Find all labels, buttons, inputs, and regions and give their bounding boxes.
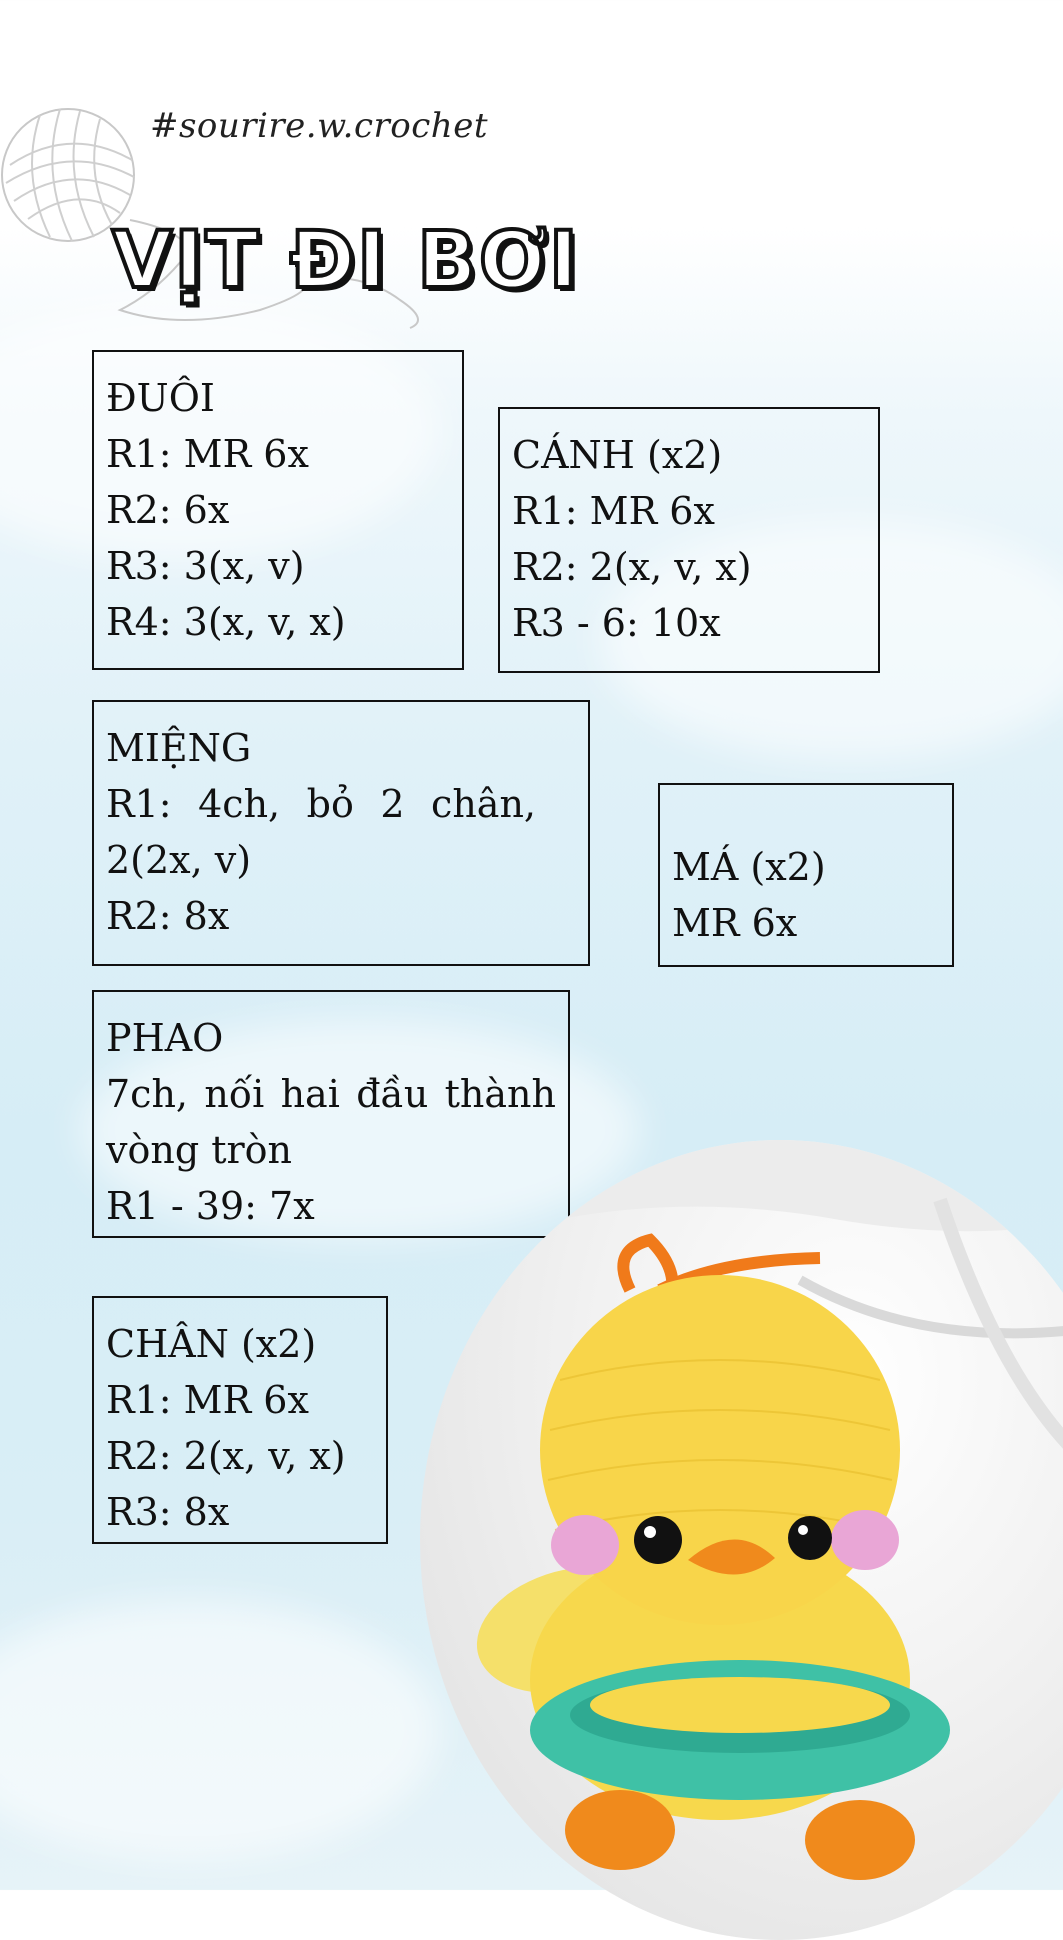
pattern-row: R2: 2(x, v, x) xyxy=(106,1434,346,1478)
pattern-row: R1: MR 6x xyxy=(106,1378,309,1422)
pattern-row: R1 - 39: 7x xyxy=(106,1184,315,1228)
section-canh xyxy=(498,407,880,673)
duck-photo xyxy=(420,1140,1063,1940)
section-ma xyxy=(658,783,954,967)
pattern-row: R2: 2(x, v, x) xyxy=(512,545,752,589)
pattern-row: R1: MR 6x xyxy=(512,489,715,533)
pattern-row: R3: 3(x, v) xyxy=(106,544,305,588)
pattern-row: R4: 3(x, v, x) xyxy=(106,600,346,644)
pattern-row: MR 6x xyxy=(672,901,798,945)
section-heading: CÁNH (x2) xyxy=(512,433,723,477)
pattern-row: R3: 8x xyxy=(106,1490,230,1534)
section-phao xyxy=(92,990,570,1238)
section-heading: MIỆNG xyxy=(106,726,252,770)
section-duoi xyxy=(92,350,464,670)
pattern-row: R1: 4ch, bỏ 2 chân, 2(2x, v) xyxy=(106,782,536,882)
pattern-row: R3 - 6: 10x xyxy=(512,601,721,645)
pattern-row: 7ch, nối hai đầu thành vòng tròn xyxy=(106,1072,556,1172)
pattern-row: R1: MR 6x xyxy=(106,432,309,476)
section-heading: MÁ (x2) xyxy=(672,845,826,889)
pattern-row: R2: 8x xyxy=(106,894,230,938)
section-mieng xyxy=(92,700,590,966)
crochet-duck-illustration xyxy=(420,1140,1063,1940)
page-title: VỊT ĐI BƠI xyxy=(112,216,580,306)
brand-handle: #sourire.w.crochet xyxy=(150,106,488,146)
section-heading: ĐUÔI xyxy=(106,376,215,420)
background-cloud xyxy=(0,1600,440,1860)
section-heading: CHÂN (x2) xyxy=(106,1322,317,1366)
section-heading: PHAO xyxy=(106,1016,224,1060)
section-chan xyxy=(92,1296,388,1544)
pattern-row: R2: 6x xyxy=(106,488,230,532)
